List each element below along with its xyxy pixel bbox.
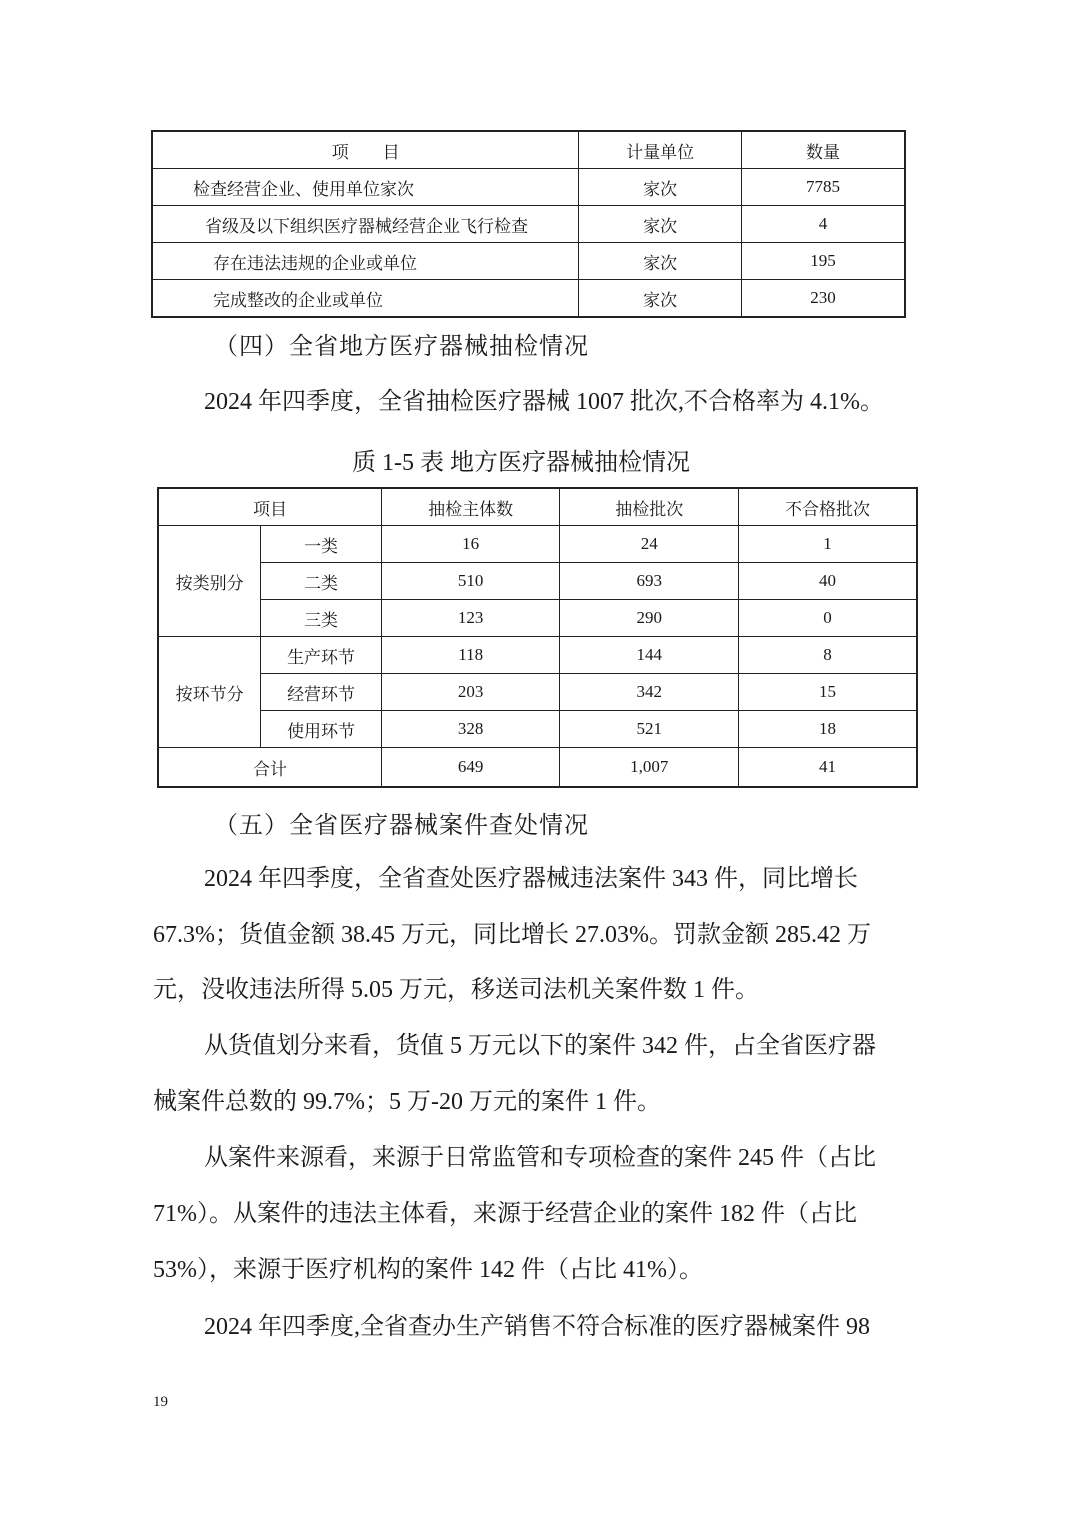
table-header-row bbox=[158, 488, 917, 526]
sub-label: 经营环节 bbox=[261, 674, 382, 711]
sub-label: 三类 bbox=[261, 600, 382, 637]
section-5-heading: （五）全省医疗器械案件查处情况 bbox=[214, 813, 589, 839]
header-cell: 项目 bbox=[158, 488, 381, 526]
table-row bbox=[152, 206, 905, 243]
subjects-cell: 328 bbox=[381, 711, 560, 748]
item-cell: 完成整改的企业或单位 bbox=[152, 280, 579, 318]
sub-label: 使用环节 bbox=[261, 711, 382, 748]
failed-cell: 41 bbox=[738, 748, 917, 788]
paragraph-line: 元，没收违法所得 5.05 万元，移送司法机关案件数 1 件。 bbox=[153, 977, 759, 1003]
table-row bbox=[158, 526, 917, 563]
paragraph-line: 53%），来源于医疗机构的案件 142 件（占比 41%）。 bbox=[153, 1257, 703, 1283]
failed-cell: 8 bbox=[738, 637, 917, 674]
failed-cell: 40 bbox=[738, 563, 917, 600]
header-cell: 项 目 bbox=[152, 131, 579, 169]
subjects-cell: 118 bbox=[381, 637, 560, 674]
qty-cell: 230 bbox=[741, 280, 905, 318]
paragraph-line: 71%）。从案件的违法主体看，来源于经营企业的案件 182 件（占比 bbox=[153, 1201, 857, 1227]
table-row bbox=[158, 637, 917, 674]
batches-cell: 342 bbox=[560, 674, 739, 711]
failed-cell: 15 bbox=[738, 674, 917, 711]
total-row bbox=[158, 748, 917, 788]
unit-cell: 家次 bbox=[579, 243, 742, 280]
subjects-cell: 16 bbox=[381, 526, 560, 563]
header-cell: 抽检批次 bbox=[560, 488, 739, 526]
sub-label: 二类 bbox=[261, 563, 382, 600]
group-label: 按环节分 bbox=[158, 637, 261, 748]
qty-cell: 195 bbox=[741, 243, 905, 280]
batches-cell: 1,007 bbox=[560, 748, 739, 788]
sub-label: 一类 bbox=[261, 526, 382, 563]
table-caption: 质 1-5 表 地方医疗器械抽检情况 bbox=[352, 450, 690, 476]
paragraph-line: 械案件总数的 99.7%；5 万-20 万元的案件 1 件。 bbox=[153, 1089, 661, 1115]
paragraph-line: 从货值划分来看，货值 5 万元以下的案件 342 件，占全省医疗器 bbox=[204, 1033, 876, 1059]
table-row bbox=[158, 674, 917, 711]
unit-cell: 家次 bbox=[579, 280, 742, 318]
item-cell: 省级及以下组织医疗器械经营企业飞行检查 bbox=[152, 206, 579, 243]
total-label: 合计 bbox=[158, 748, 381, 788]
paragraph-line: 67.3%；货值金额 38.45 万元，同比增长 27.03%。罚款金额 285.42 万 bbox=[153, 922, 871, 948]
batches-cell: 24 bbox=[560, 526, 739, 563]
sampling-table bbox=[157, 487, 918, 788]
subjects-cell: 510 bbox=[381, 563, 560, 600]
table-row bbox=[158, 600, 917, 637]
subjects-cell: 123 bbox=[381, 600, 560, 637]
table-header-row bbox=[152, 131, 905, 169]
paragraph-line: 2024 年四季度，全省查处医疗器械违法案件 343 件，同比增长 bbox=[204, 866, 858, 892]
unit-cell: 家次 bbox=[579, 206, 742, 243]
table-row bbox=[152, 280, 905, 318]
item-cell: 存在违法违规的企业或单位 bbox=[152, 243, 579, 280]
table-row bbox=[152, 169, 905, 206]
failed-cell: 0 bbox=[738, 600, 917, 637]
qty-cell: 7785 bbox=[741, 169, 905, 206]
item-cell: 检查经营企业、使用单位家次 bbox=[152, 169, 579, 206]
paragraph-line: 2024 年四季度,全省查办生产销售不符合标准的医疗器械案件 98 bbox=[204, 1314, 870, 1340]
page-number: 19 bbox=[153, 1394, 168, 1410]
table-row bbox=[158, 711, 917, 748]
table-row bbox=[158, 563, 917, 600]
inspection-table bbox=[151, 130, 906, 318]
header-cell: 计量单位 bbox=[579, 131, 742, 169]
table-row bbox=[152, 243, 905, 280]
batches-cell: 521 bbox=[560, 711, 739, 748]
unit-cell: 家次 bbox=[579, 169, 742, 206]
header-cell: 抽检主体数 bbox=[381, 488, 560, 526]
section-4-paragraph: 2024 年四季度，全省抽检医疗器械 1007 批次,不合格率为 4.1%。 bbox=[204, 389, 884, 415]
failed-cell: 18 bbox=[738, 711, 917, 748]
sub-label: 生产环节 bbox=[261, 637, 382, 674]
failed-cell: 1 bbox=[738, 526, 917, 563]
group-label: 按类别分 bbox=[158, 526, 261, 637]
header-cell: 不合格批次 bbox=[738, 488, 917, 526]
qty-cell: 4 bbox=[741, 206, 905, 243]
header-cell: 数量 bbox=[741, 131, 905, 169]
section-4-heading: （四）全省地方医疗器械抽检情况 bbox=[214, 334, 589, 360]
subjects-cell: 203 bbox=[381, 674, 560, 711]
batches-cell: 144 bbox=[560, 637, 739, 674]
paragraph-line: 从案件来源看，来源于日常监管和专项检查的案件 245 件（占比 bbox=[204, 1145, 876, 1171]
batches-cell: 290 bbox=[560, 600, 739, 637]
subjects-cell: 649 bbox=[381, 748, 560, 788]
batches-cell: 693 bbox=[560, 563, 739, 600]
